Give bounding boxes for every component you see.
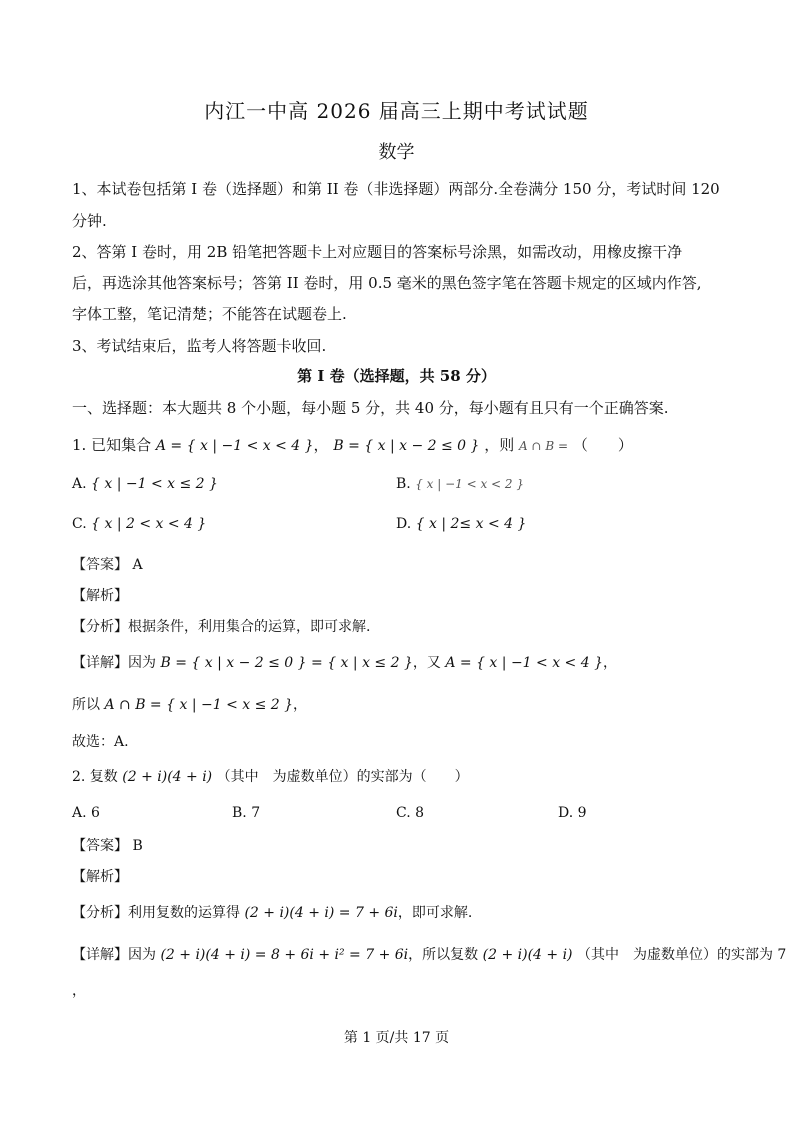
q1-set-b: B = { x | x − 2 ≤ 0 }: [333, 438, 480, 454]
q1-option-a: [72, 476, 218, 492]
q1-detail-text-2: ，又: [412, 655, 441, 671]
q2-stem: [72, 766, 469, 786]
q2-detail-text-1: 因为: [128, 947, 156, 963]
q2-detail: [72, 944, 786, 964]
q2-answer-value: B: [132, 838, 143, 854]
q1-answer-value: A: [132, 557, 143, 573]
q2-analysis-math: (2 + i)(4 + i) = 7 + 6i: [244, 905, 398, 921]
instruction-2b: 后，再选涂其他答案标号；答第 II 卷时，用 0.5 毫米的黑色签字笔在答题卡规定的区域内作答,: [72, 274, 702, 292]
q1-option-c: [72, 516, 206, 532]
q1-detail: [72, 652, 617, 672]
q1-so-math: A ∩ B = { x | −1 < x ≤ 2 }: [104, 697, 294, 713]
q2-answer: [72, 835, 143, 855]
q2-trailing-comma: ，: [72, 983, 86, 999]
q2-option-b: B. 7: [232, 805, 261, 821]
instruction-2a: 2、答第 I 卷时，用 2B 铅笔把答题卡上对应题目的答案标号涂黑，如需改动，用橡皮擦干净: [72, 243, 683, 261]
q2-detail-tag: 【详解】: [72, 947, 128, 963]
q1-option-b-text: { x | −1 < x < 2 }: [415, 477, 524, 491]
q1-stem-prefix: 1. 已知集合: [72, 436, 152, 454]
q1-answer: [72, 554, 143, 574]
q1-stem-suffix: ，则: [484, 436, 515, 454]
q1-paren: （ ）: [572, 436, 633, 454]
q1-ask: A ∩ B =: [519, 439, 569, 453]
instruction-1a: 1、本试卷包括第 I 卷（选择题）和第 II 卷（非选择题）两部分.全卷满分 150 分，考试时间 120: [72, 180, 720, 198]
q1-set-a: A = { x | −1 < x < 4 }: [155, 438, 314, 454]
q1-analysis: [72, 616, 370, 636]
q1-detail-text-3: ，: [603, 655, 617, 671]
q2-answer-tag: 【答案】: [72, 838, 128, 854]
instruction-2c: 字体工整，笔记清楚；不能答在试题卷上.: [72, 305, 347, 323]
instruction-3: 3、考试结束后，监考人将答题卡收回.: [72, 337, 327, 355]
q2-stem-prefix: 2. 复数: [72, 769, 118, 785]
subject-title: 数学: [378, 142, 415, 163]
q2-option-a: A. 6: [72, 805, 100, 821]
q2-stem-math: (2 + i)(4 + i): [122, 769, 213, 785]
q1-so: [72, 694, 307, 714]
section-title: 第 I 卷（选择题，共 58 分）: [297, 367, 496, 385]
q1-option-a-text: { x | −1 < x ≤ 2 }: [91, 476, 218, 492]
q1-choose: 故选：A.: [72, 734, 129, 750]
exam-title: 内江一中高 2026 届高三上期中考试试题: [204, 99, 589, 123]
q1-option-d: [396, 516, 526, 532]
q2-detail-math-2: (2 + i)(4 + i): [482, 947, 573, 963]
q1-answer-tag: 【答案】: [72, 557, 128, 573]
q1-option-d-text: { x | 2≤ x < 4 }: [415, 516, 527, 532]
q1-detail-math-1: B = { x | x − 2 ≤ 0 } = { x | x ≤ 2 }: [160, 655, 413, 671]
q1-stem: 1. 已知集合 A = { x | −1 < x < 4 }， B = { x | x − 2 ≤ 0 } ，则 A ∩ B = （ ）: [72, 436, 633, 454]
q1-option-c-label: C.: [72, 516, 87, 532]
q2-option-c: C. 8: [396, 805, 425, 821]
q1-option-d-label: D.: [396, 516, 412, 532]
q2-analysis-text-1: 利用复数的运算得: [128, 905, 240, 921]
q2-detail-text-3: （其中 为虚数单位）的实部为 7: [576, 947, 787, 963]
q1-option-b-label: B.: [396, 476, 411, 492]
q2-analysis: [72, 902, 472, 922]
q1-option-a-label: A.: [72, 476, 87, 492]
q1-detail-text-1: 因为: [128, 655, 156, 671]
q1-analysis-tag: 【分析】: [72, 619, 128, 635]
q1-option-b: [396, 476, 524, 492]
q1-analysis-text: 根据条件，利用集合的运算，即可求解.: [128, 619, 371, 635]
q1-so-suffix: ，: [293, 697, 308, 713]
q1-option-c-text: { x | 2 < x < 4 }: [91, 516, 207, 532]
q1-so-prefix: 所以: [72, 697, 100, 713]
q2-analysis-tag: 【分析】: [72, 905, 128, 921]
page-footer: 第 1 页/共 17 页: [343, 1030, 450, 1046]
part-one-heading: 一、选择题：本大题共 8 个小题，每小题 5 分，共 40 分，每小题有且只有一个正确答案.: [72, 399, 669, 417]
q1-jiexi: 【解析】: [72, 588, 128, 604]
q1-detail-tag: 【详解】: [72, 655, 128, 671]
q1-detail-math-2: A = { x | −1 < x < 4 }: [445, 655, 603, 671]
q2-detail-math: (2 + i)(4 + i) = 8 + 6i + i² = 7 + 6i: [160, 947, 409, 963]
instruction-1b: 分钟.: [72, 212, 107, 230]
q2-analysis-text-2: ，即可求解.: [397, 905, 473, 921]
q2-stem-suffix: （其中 为虚数单位）的实部为（ ）: [216, 769, 469, 785]
q2-detail-text-2: ，所以复数: [408, 947, 479, 963]
q2-option-d: D. 9: [558, 805, 587, 821]
q2-jiexi: 【解析】: [72, 869, 128, 885]
